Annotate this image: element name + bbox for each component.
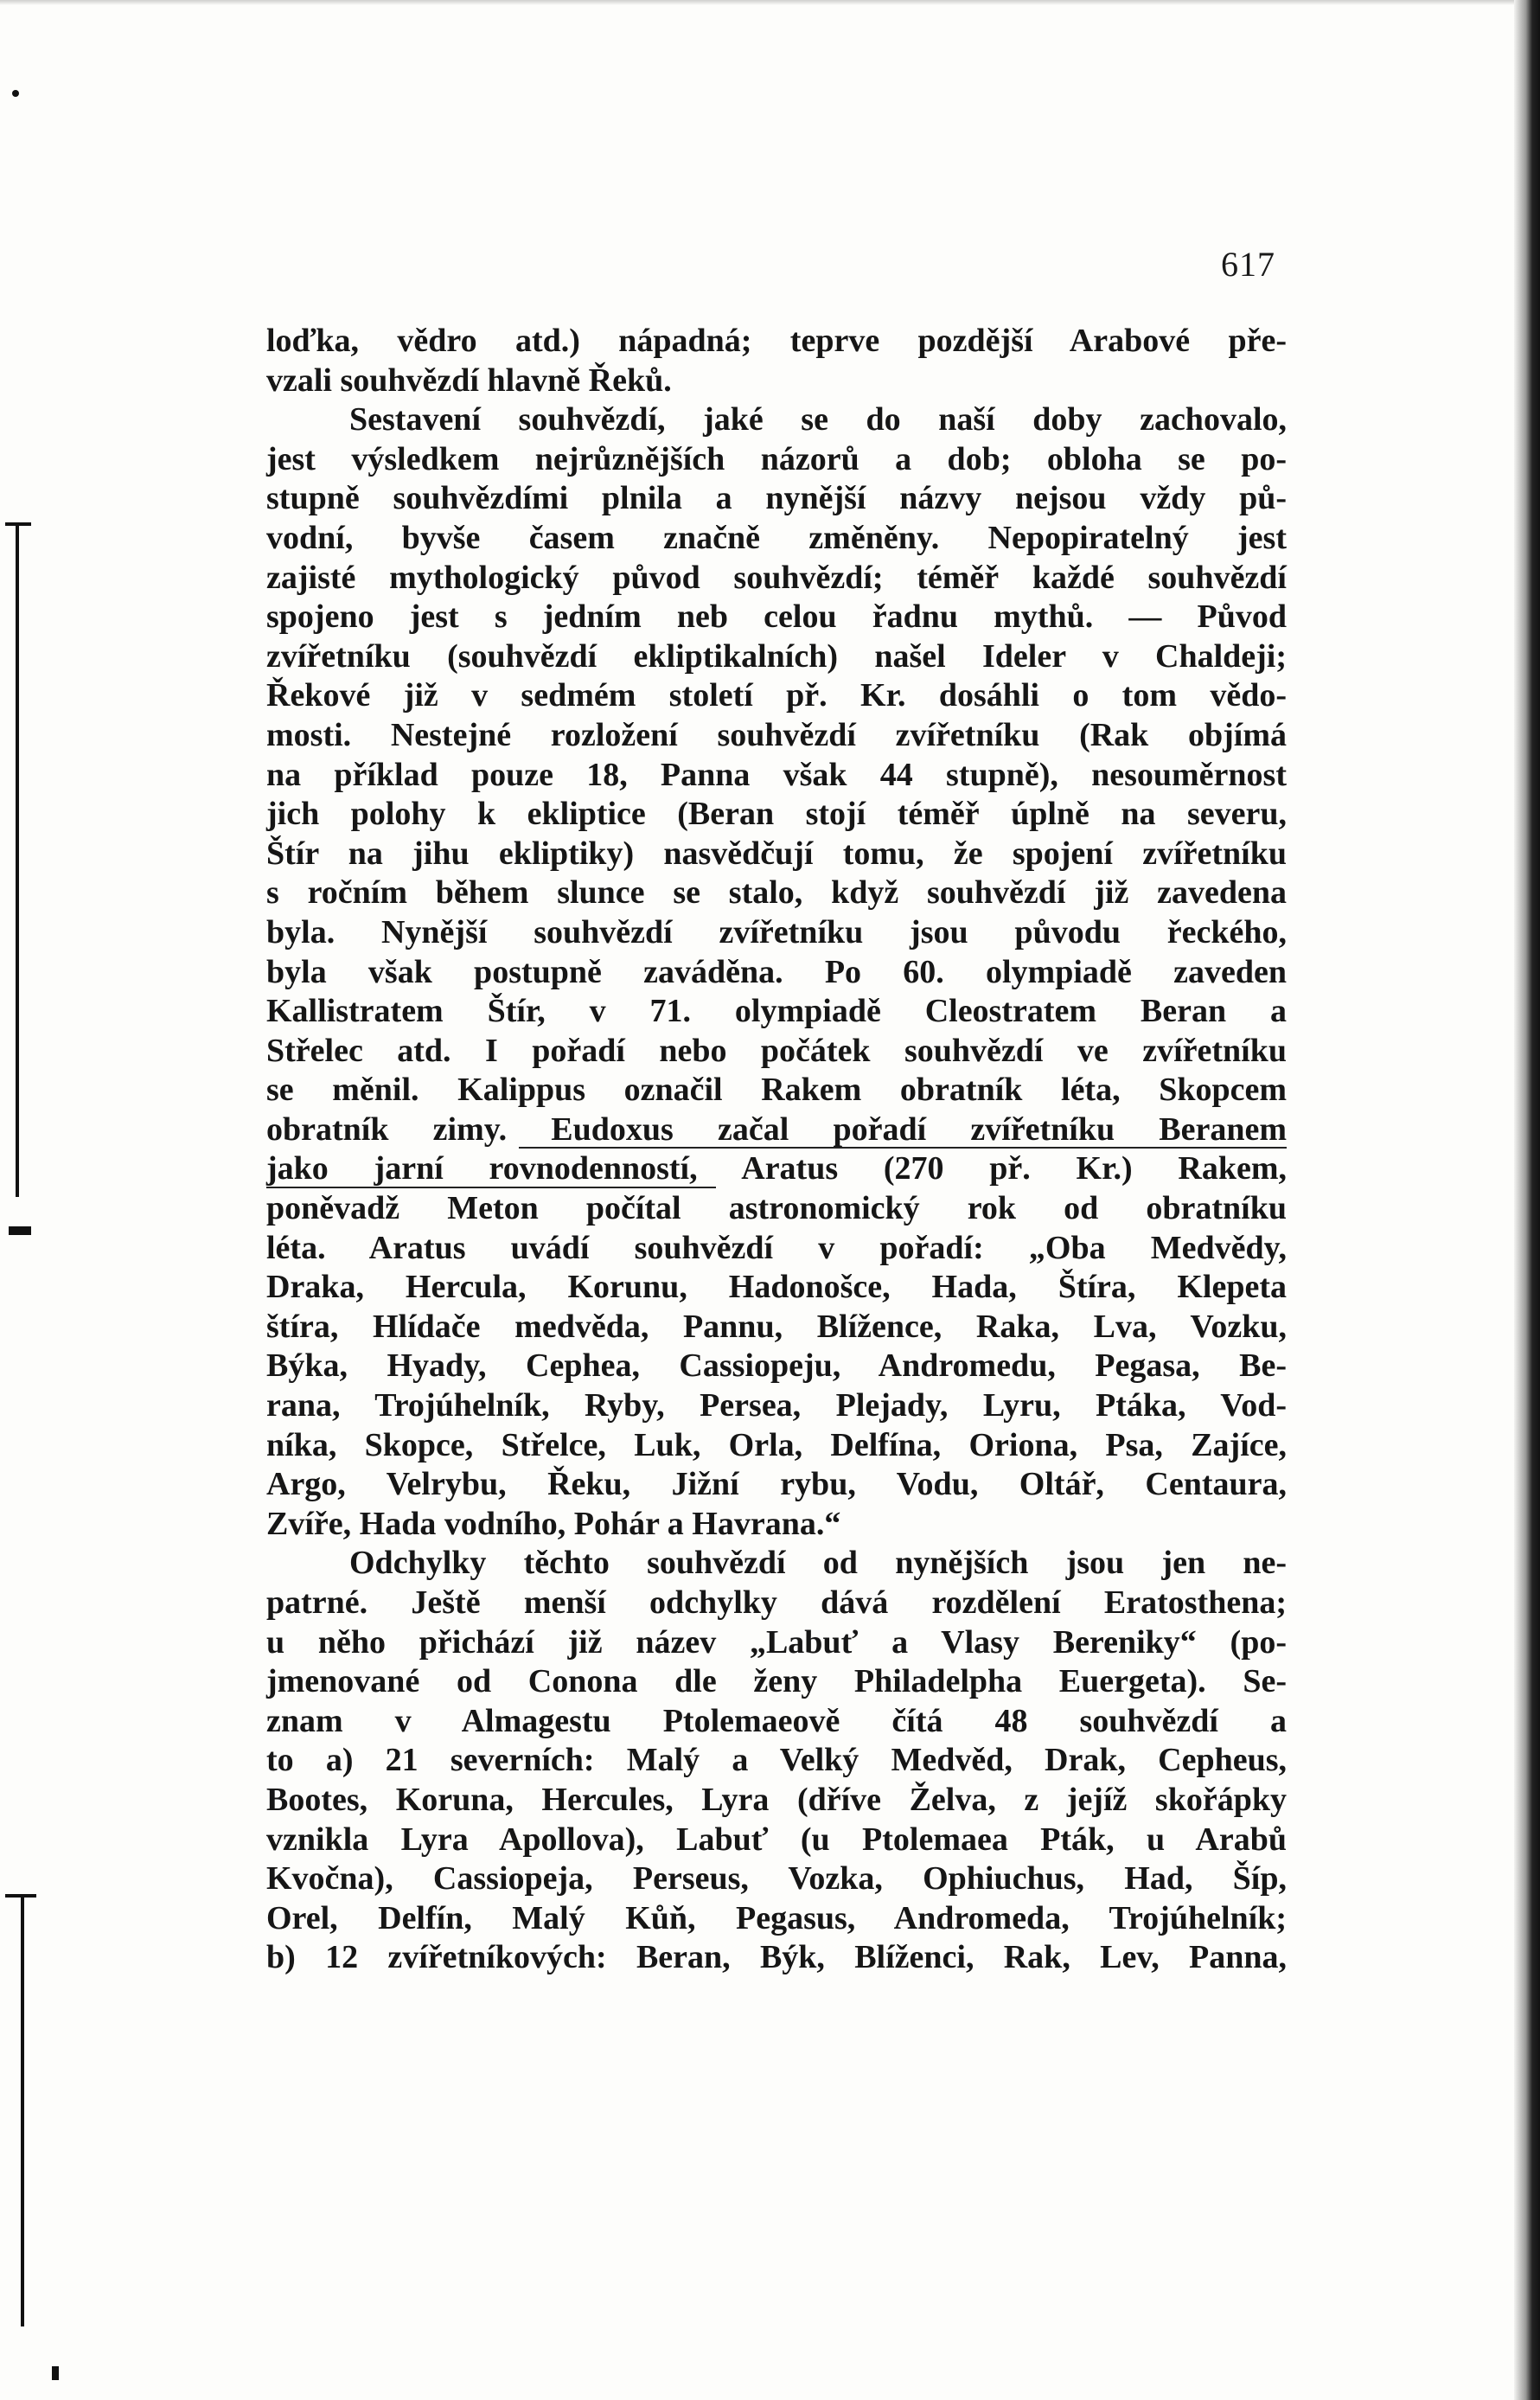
text-line: poněvadž Meton počítal astronomický rok od obratníku <box>266 1190 1287 1227</box>
text-line: mosti. Nestejné rozložení souhvězdí zvířetníku (Rak objímá <box>266 716 1287 753</box>
text-line: zajisté mythologický původ souhvězdí; téměř každé souhvězdí <box>266 559 1287 596</box>
text-line: Zvíře, Hada vodního, Pohár a Havrana.“ <box>266 1505 841 1542</box>
scan-dot <box>12 90 19 97</box>
text-line: Štír na jihu ekliptiky) nasvědčují tomu, že spojení zvířetníku <box>266 835 1287 872</box>
text-line: Orel, Delfín, Malý Kůň, Pegasus, Andromeda, Trojúhelník; <box>266 1899 1287 1936</box>
text-line: zvířetníku (souhvězdí ekliptikalních) našel Ideler v Chaldeji; <box>266 637 1287 675</box>
text-line: Řekové již v sedmém století př. Kr. dosáhli o tom vědo- <box>266 677 1287 714</box>
text-line: se měnil. Kalippus označil Rakem obratník léta, Skopcem <box>266 1072 1287 1109</box>
text-line: stupně souhvězdími plnila a nynější názvy nejsou vždy pů- <box>266 480 1287 517</box>
text-line: b) 12 zvířetníkových: Beran, Býk, Blíženci, Rak, Lev, Panna, <box>266 1939 1287 1976</box>
text-line: jako jarní rovnodenností, Aratus (270 př. Kr.) Rakem, <box>266 1150 1287 1187</box>
scan-tick <box>5 522 31 526</box>
text-line: Kallistratem Štír, v 71. olympiadě Cleostratem Beran a <box>266 993 1287 1030</box>
scan-tick <box>5 1894 36 1898</box>
text-line: s ročním během slunce se stalo, když souhvězdí již zavedena <box>266 874 1287 912</box>
text-line: Argo, Velrybu, Řeku, Jižní rybu, Vodu, Oltář, Centaura, <box>266 1466 1287 1503</box>
text-line: vznikla Lyra Apollova), Labuť (u Ptolemaea Pták, u Arabů <box>266 1821 1287 1858</box>
text-line: jmenované od Conona dle ženy Philadelpha Euergeta). Se- <box>266 1663 1287 1700</box>
scan-rule-left <box>21 1894 24 2326</box>
text-line: jest výsledkem nejrůznějších názorů a dob; obloha se po- <box>266 440 1287 477</box>
text-line: Kvočna), Cassiopeja, Perseus, Vozka, Ophiuchus, Had, Šíp, <box>266 1860 1287 1898</box>
scan-tick <box>9 1226 31 1235</box>
text-line: Sestavení souhvězdí, jaké se do naší doby zachovalo, <box>349 401 1287 438</box>
text-line: níka, Skopce, Střelce, Luk, Orla, Delfína, Oriona, Psa, Zajíce, <box>266 1426 1287 1463</box>
text-line: znam v Almagestu Ptolemaeově čítá 48 souhvězdí a <box>266 1702 1287 1739</box>
text-line: na příklad pouze 18, Panna však 44 stupně), nesouměrnost <box>266 756 1287 793</box>
scan-edge-right <box>1514 0 1540 2400</box>
text-line: patrné. Ještě menší odchylky dává rozdělení Eratosthena; <box>266 1584 1287 1621</box>
text-line: loďka, vědro atd.) nápadná; teprve pozdější Arabové pře- <box>266 323 1287 359</box>
text-line: vodní, byvše časem značně změněny. Nepopiratelný jest <box>266 519 1287 556</box>
text-line: Bootes, Koruna, Hercules, Lyra (dříve Želva, z jejíž skořápky <box>266 1781 1287 1818</box>
text-line: byla však postupně zaváděna. Po 60. olympiadě zaveden <box>266 953 1287 990</box>
text-line: u něho přichází již název „Labuť a Vlasy Bereniky“ (po- <box>266 1623 1287 1661</box>
text-line: obratník zimy. Eudoxus začal pořadí zvířetníku Beranem <box>266 1110 1287 1148</box>
text-line: štíra, Hlídače medvěda, Pannu, Blížence, Raka, Lva, Vozku, <box>266 1308 1287 1345</box>
text-line: léta. Aratus uvádí souhvězdí v pořadí: „Oba Medvědy, <box>266 1229 1287 1266</box>
page-number: 617 <box>1221 245 1275 284</box>
text-line: Býka, Hyady, Cephea, Cassiopeju, Andromedu, Pegasa, Be- <box>266 1347 1287 1385</box>
text-line: Střelec atd. I pořadí nebo počátek souhvězdí ve zvířetníku <box>266 1032 1287 1069</box>
text-line: spojeno jest s jedním neb celou řadnu mythů. — Původ <box>266 598 1287 636</box>
text-line: Draka, Hercula, Korunu, Hadonošce, Hada, Štíra, Klepeta <box>266 1269 1287 1306</box>
scan-rule-left <box>16 522 19 1197</box>
text-line: Odchylky těchto souhvězdí od nynějších jsou jen ne- <box>349 1545 1287 1582</box>
body-text <box>266 322 1287 1978</box>
text-line: to a) 21 severních: Malý a Velký Medvěd, Drak, Cepheus, <box>266 1742 1287 1779</box>
scan-dot <box>52 2366 59 2380</box>
text-line: rana, Trojúhelník, Ryby, Persea, Plejady, Lyru, Ptáka, Vod- <box>266 1387 1287 1424</box>
text-line: vzali souhvězdí hlavně Řeků. <box>266 362 672 399</box>
scan-edge-top <box>0 0 1540 5</box>
text-line: byla. Nynější souhvězdí zvířetníku jsou původu řeckého, <box>266 913 1287 950</box>
text-line: jich polohy k ekliptice (Beran stojí téměř úplně na severu, <box>266 796 1287 833</box>
